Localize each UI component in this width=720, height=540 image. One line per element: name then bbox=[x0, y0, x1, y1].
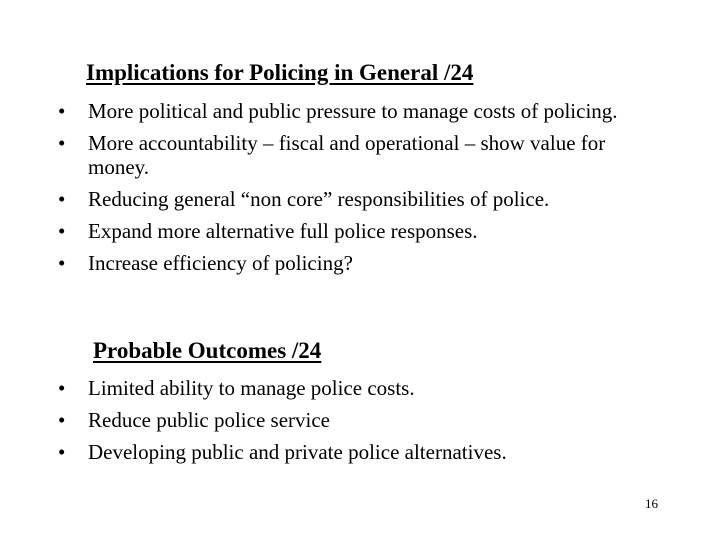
bullet-item bbox=[58, 408, 658, 432]
bullet-text: Developing public and private police alternatives. bbox=[88, 440, 507, 464]
bullet-dot-icon: • bbox=[58, 99, 66, 123]
bullet-text: More accountability – fiscal and operational – show value for money. bbox=[88, 131, 606, 179]
bullet-item bbox=[58, 440, 658, 464]
bullet-text: Reduce public police service bbox=[88, 408, 330, 432]
bullet-dot-icon: • bbox=[58, 408, 66, 432]
bullet-text: Expand more alternative full police responses. bbox=[88, 219, 478, 243]
bullet-dot-icon: • bbox=[58, 187, 66, 211]
page-number: 16 bbox=[645, 496, 658, 511]
bullet-list-implications bbox=[58, 99, 658, 283]
bullet-item bbox=[58, 376, 658, 400]
bullet-item bbox=[58, 187, 658, 211]
bullet-list-outcomes bbox=[58, 376, 658, 472]
bullet-dot-icon: • bbox=[58, 219, 66, 243]
section-heading-implications: Implications for Policing in General /24 bbox=[86, 60, 474, 85]
bullet-text: Limited ability to manage police costs. bbox=[88, 376, 415, 400]
section-heading-outcomes: Probable Outcomes /24 bbox=[93, 338, 322, 363]
bullet-dot-icon: • bbox=[58, 131, 66, 155]
bullet-text: More political and public pressure to manage costs of policing. bbox=[88, 99, 618, 123]
bullet-text: Increase efficiency of policing? bbox=[88, 251, 353, 275]
bullet-text: Reducing general “non core” responsibilities of police. bbox=[88, 187, 550, 211]
bullet-dot-icon: • bbox=[58, 376, 66, 400]
bullet-dot-icon: • bbox=[58, 440, 66, 464]
bullet-item bbox=[58, 131, 658, 179]
bullet-item bbox=[58, 251, 658, 275]
bullet-item bbox=[58, 219, 658, 243]
bullet-item bbox=[58, 99, 658, 123]
bullet-dot-icon: • bbox=[58, 251, 66, 275]
